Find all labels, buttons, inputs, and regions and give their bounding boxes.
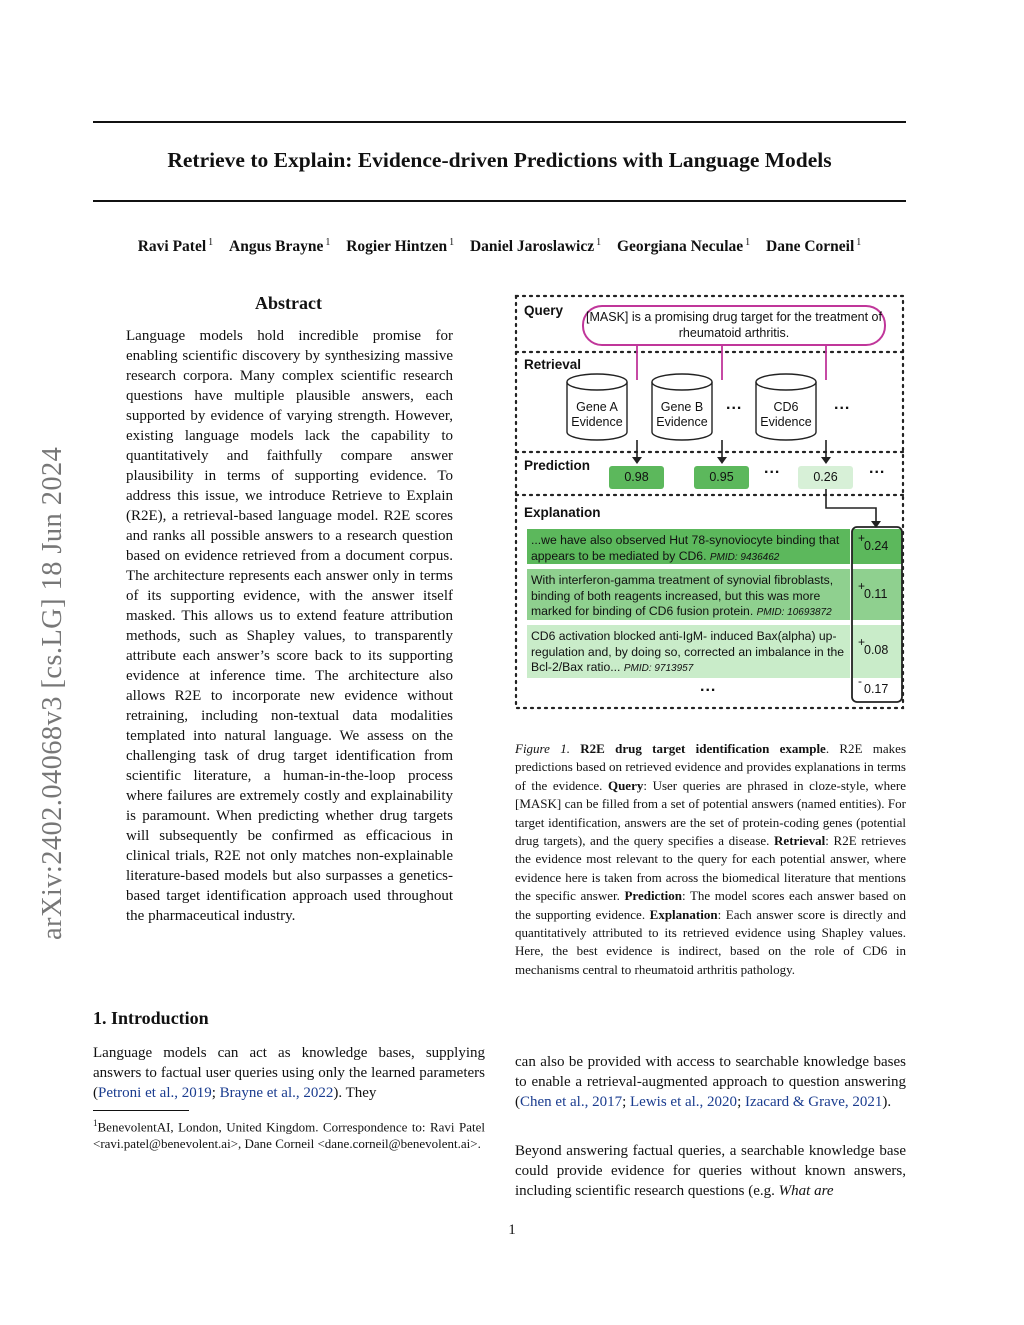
- arrowhead: [717, 457, 727, 464]
- introduction-paragraph: Language models can act as knowledge bases, supplying answers to factual user queries using only the learned parameters (Petroni et al., 2019; Brayne et al., 2022). They: [93, 1045, 485, 1101]
- arrowhead: [821, 457, 831, 464]
- ellipsis: ...: [834, 396, 851, 413]
- author: Dane Corneil $^1$: [766, 237, 862, 256]
- ellipsis: ...: [764, 460, 781, 477]
- author: Angus Brayne $^1$: [229, 237, 331, 256]
- author: Daniel Jaroslawicz $^1$: [469, 237, 602, 256]
- citation-link[interactable]: Petroni et al., 2019: [98, 1085, 212, 1101]
- abstract-text: Language models hold incredible promise for enabling scientific discovery by synthesizing massive research corpora. Many complex scientific research questions have multiple plausible answers, each supported by evidence of varying strength. However, existing language models lack the capability to quantitatively and faithfully compare answer plausibility in terms of supporting evidence. To address this issue, we introduce Retrieve to Explain (R2E), a retrieval-based language model. R2E scores and ranks all possible answers to a research question based on evidence retrieved from a document corpus. The architecture represents each answer only in terms of its supporting evidence, with the answer itself masked. This allows us to extend feature attribution methods, such as Shapley values, to transparently attribute each answer’s score back to its supporting evidence at inference time. The architecture also allows R2E to incorporate new evidence without retraining, including non-textual data modalities templated into natural language. We assess on the challenging task of drug target identification from scientific literature, a human-in-the-loop process where failures are extremely costly and explainability is paramount. When predicting whether drug targets will subsequently be confirmed as efficacious in clinical trials, R2E not only matches non-explainable literature-based models but also surpasses a genetics-based target identification approach used throughout the pharmaceutical industry.: [126, 328, 453, 924]
- ellipsis: ...: [700, 678, 717, 695]
- evidence-passage: CD6 activation blocked anti-IgM- induced Bax(alpha) up-regulation and, by doing so, corrected an imbalance in the Bcl-2/Bax ratio... PMID: 9713957: [531, 629, 845, 674]
- author: Ravi Patel $^1$: [137, 237, 214, 256]
- explanation-label: Explanation: [524, 505, 601, 520]
- affiliation-footnote: $^1$BenevolentAI, London, United Kingdom. Correspondence to: Ravi Patel <ravi.patel@benevolent.ai>, Dane Corneil <dane.corneil@benevolent.ai>.: [93, 1118, 485, 1152]
- prediction-score: 0.26: [813, 470, 838, 484]
- arxiv-identifier[interactable]: arXiv:2402.04068v3 [cs.LG] 18 Jun 2024: [37, 446, 68, 940]
- cylinder-label: Gene B Evidence: [656, 400, 708, 429]
- retrieval-label: Retrieval: [524, 357, 582, 372]
- figure-1: Query [MASK] is a promising drug target for the treatment of rheumatoid arthritis. Retrieval Gene A Evidence Gene B Evidence CD6 Evidence ... ... Prediction 0.98 0.95 0.26 ... ... Explanation ...we have also observed Hut 78-synoviocyte binding that appears to be mediated by CD6. PMID: 9436462 With interferon-gamma treatment of synovial fibroblasts, binding of both reagents increased, but this was more marked for binding of CD6 fusion protein. PMID: 10693872 CD6 activation blocked anti-IgM- induced Bax(alpha) up-regulation and, by doing so, corrected an imbalance in the Bcl-2/Bax ratio... PMID: 9713957 ... + 0.24 + 0.11 + 0.08 - 0.17: [514, 292, 906, 710]
- ellipsis: ...: [726, 396, 743, 413]
- prediction-score: 0.98: [624, 470, 649, 484]
- paper-title: Retrieve to Explain: Evidence-driven Predictions with Language Models: [167, 148, 832, 172]
- arrowhead: [632, 457, 642, 464]
- citation-link[interactable]: Lewis et al., 2020: [630, 1094, 738, 1110]
- evidence-passage: ...we have also observed Hut 78-synoviocyte binding that appears to be mediated by CD6. PMID: 9436462: [531, 533, 840, 563]
- abstract-heading: Abstract: [255, 293, 322, 313]
- explanation-connector: [826, 489, 876, 522]
- query-text-box: [MASK] is a promising drug target for the treatment of rheumatoid arthritis.: [582, 305, 886, 346]
- page-number: 1: [508, 1222, 516, 1238]
- citation-link[interactable]: Brayne et al., 2022: [219, 1085, 334, 1101]
- footnote-rule: [93, 1110, 189, 1111]
- author: Rogier Hintzen $^1$: [346, 237, 455, 256]
- prediction-label: Prediction: [524, 458, 591, 473]
- prediction-score: 0.95: [709, 470, 734, 484]
- citation-link[interactable]: Chen et al., 2017: [520, 1094, 623, 1110]
- introduction-heading: 1. Introduction: [93, 1008, 209, 1028]
- author-list: [93, 237, 906, 256]
- introduction-paragraph: can also be provided with access to searchable knowledge bases to enable a retrieval-augmented approach to question answering (Chen et al., 2017; Lewis et al., 2020; Izacard & Grave, 2021).: [515, 1054, 906, 1110]
- title-top-rule: [93, 121, 906, 123]
- evidence-passage: With interferon-gamma treatment of synovial fibroblasts, binding of both reagents increased, but this was more marked for binding of CD6 fusion protein. PMID: 10693872: [531, 573, 834, 618]
- introduction-paragraph: Beyond answering factual queries, a searchable knowledge base could provide evidence for queries without known answers, including scientific research questions (e.g. What are: [515, 1143, 906, 1199]
- query-label: Query: [524, 303, 564, 318]
- title-bottom-rule: [93, 200, 906, 202]
- citation-link[interactable]: Izacard & Grave, 2021: [744, 1094, 883, 1110]
- author: Georgiana Neculae $^1$: [617, 237, 751, 256]
- figure-caption: Figure 1. R2E drug target identification example. R2E makes predictions based on retrieved evidence and provides explanations in terms of the evidence. Query: User queries are phrased in cloze-style, where [MASK] can be filled from a set of potential answers (named entities). For target identification, answers are the set of protein-coding genes (potential drug targets), and the query specifies a disease. Retrieval: R2E retrieves the evidence most relevant to the query for each potential answer, where evidence here is taken from across the biomedical literature that mentions the specific answer. Prediction: The model scores each answer based on the supporting evidence. Explanation: Each answer score is directly and quantitatively attributed to its retrieved evidence using Shapley values. Here, the best evidence is indirect, based on the role of CD6 in mechanisms central to rheumatoid arthritis pathology.: [515, 741, 907, 977]
- cylinder-label: Gene A Evidence: [571, 400, 623, 429]
- ellipsis: ...: [869, 460, 886, 477]
- cylinder-label: CD6 Evidence: [760, 400, 812, 429]
